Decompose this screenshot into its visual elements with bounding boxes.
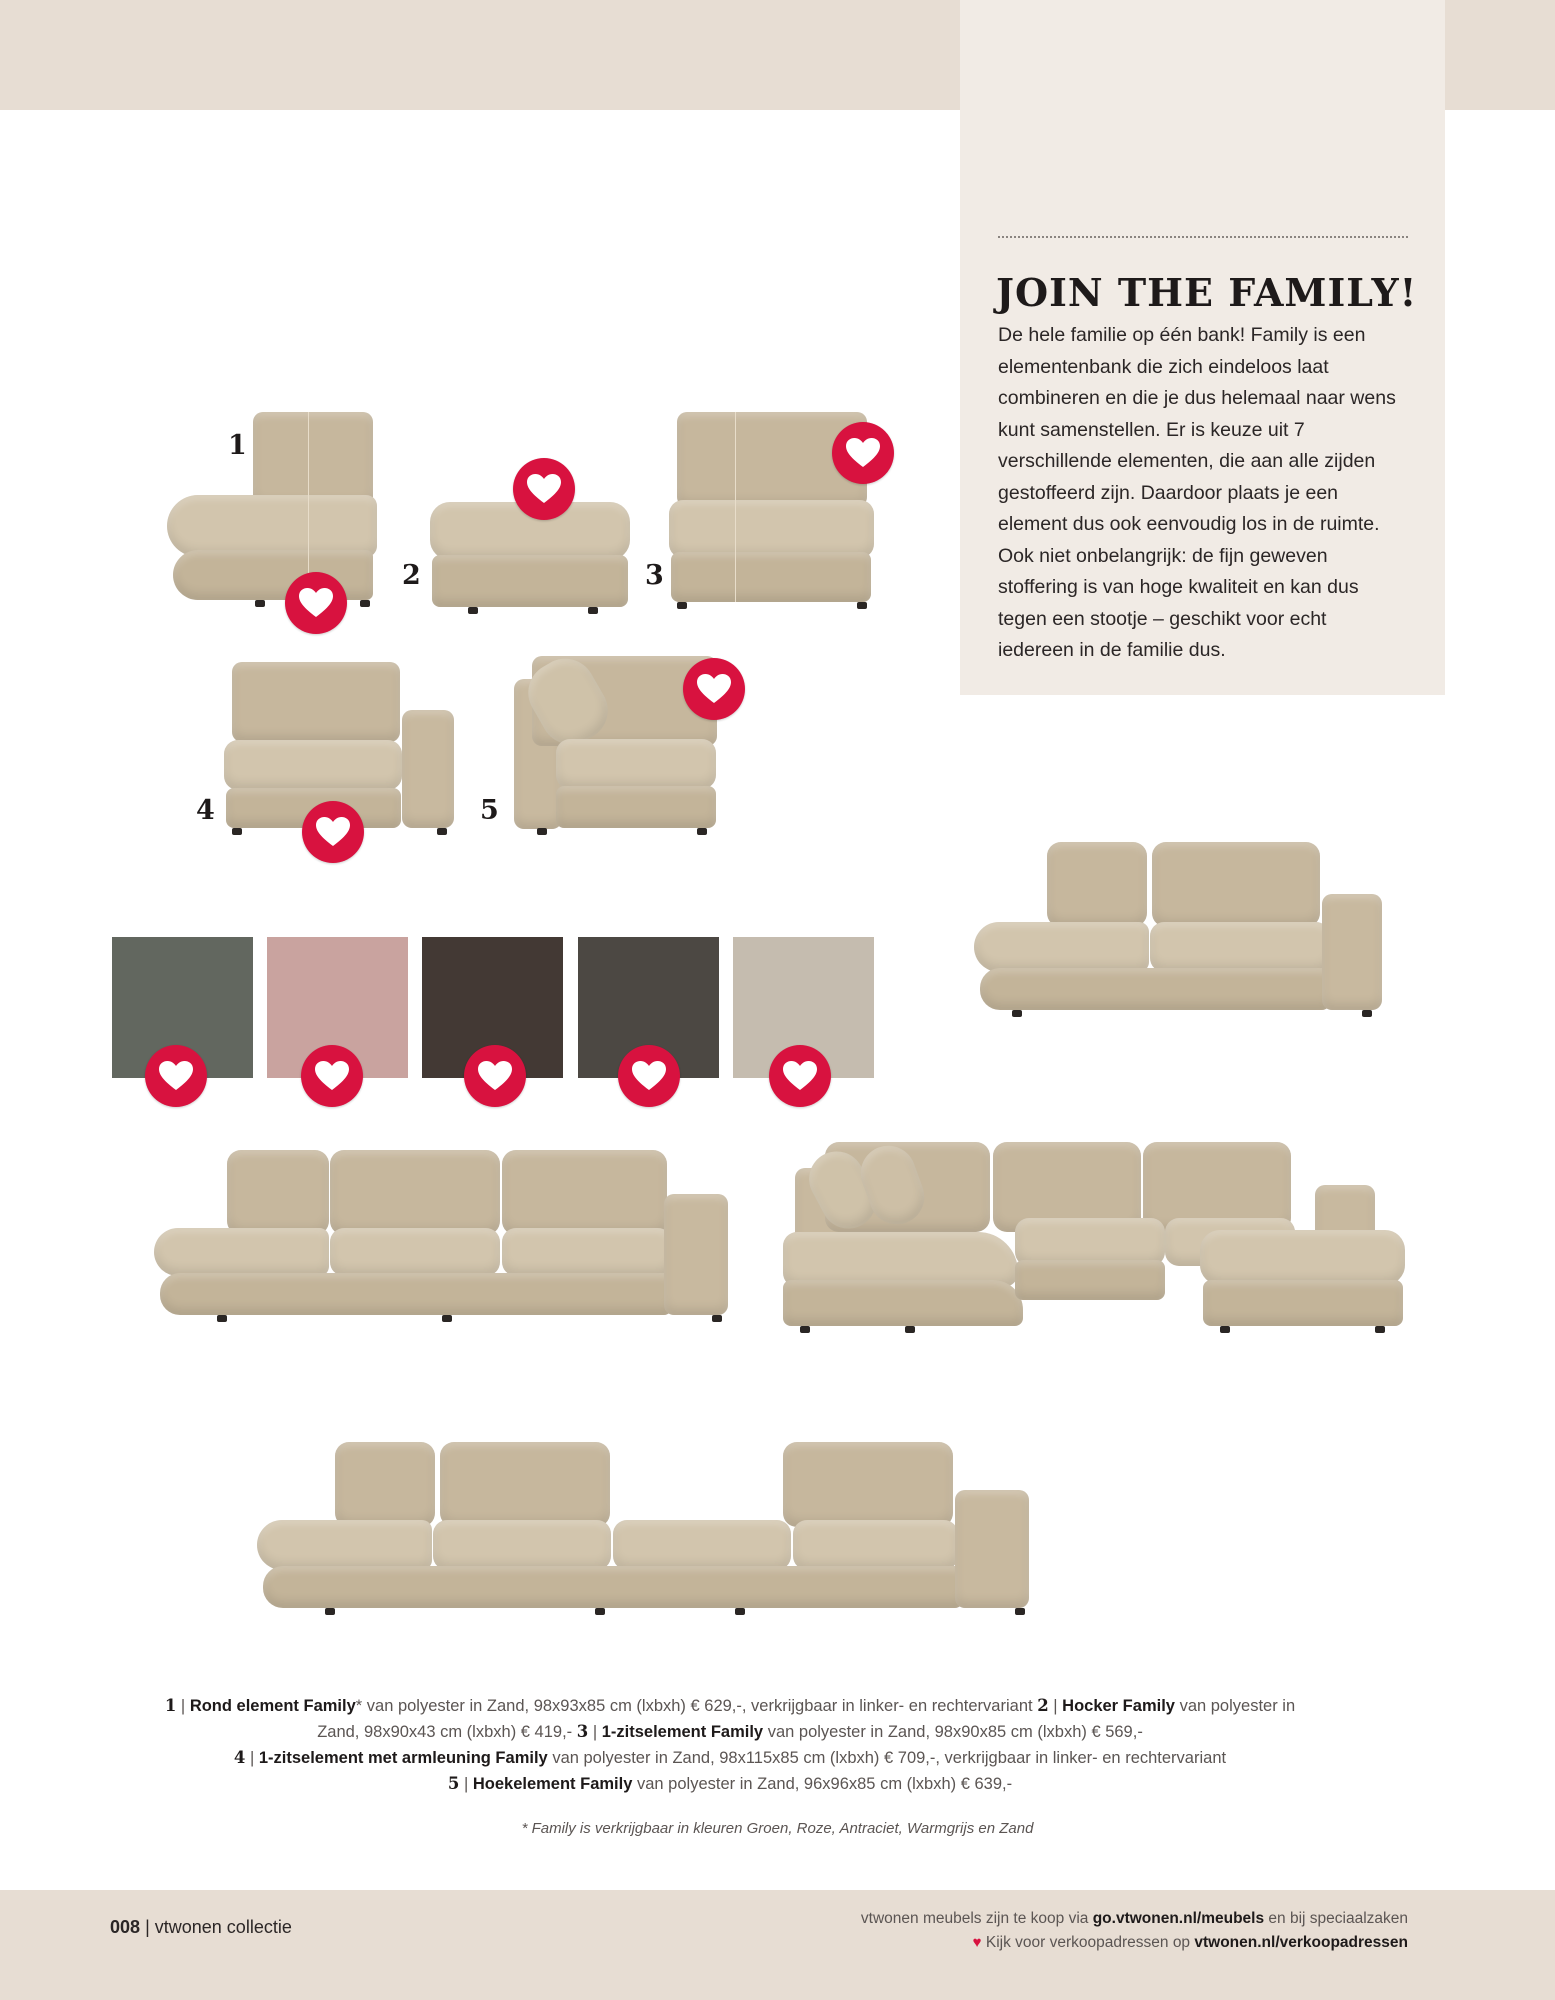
favorite-heart-icon[interactable] bbox=[302, 801, 364, 863]
page-number: 008 bbox=[110, 1917, 141, 1937]
favorite-heart-icon[interactable] bbox=[145, 1045, 207, 1107]
element-number-1: 1 bbox=[228, 430, 247, 461]
fabric-swatch-zand[interactable] bbox=[733, 937, 874, 1078]
page-footer bbox=[0, 1890, 1555, 2000]
caption-item-3-name: 1-zitselement Family bbox=[601, 1723, 764, 1741]
sofa-combination-small[interactable] bbox=[972, 840, 1384, 1020]
caption-item-2-text: van polyester in Zand, 98x90x43 cm (lxbxh) € 419,- bbox=[317, 1697, 1296, 1741]
caption-separator: | bbox=[463, 1775, 469, 1793]
fabric-swatch-groen[interactable] bbox=[112, 937, 253, 1078]
meubels-link[interactable]: go.vtwonen.nl/meubels bbox=[1092, 1910, 1265, 1927]
caption-item-4-name: 1-zitselement met armleuning Family bbox=[258, 1749, 548, 1767]
caption-separator: | bbox=[592, 1723, 598, 1741]
caption-number-4: 4 bbox=[233, 1748, 246, 1767]
footer-line1-pre: vtwonen meubels zijn te koop via bbox=[860, 1910, 1089, 1927]
fabric-swatch-warmgrijs[interactable] bbox=[578, 937, 719, 1078]
favorite-heart-icon[interactable] bbox=[285, 572, 347, 634]
colors-footnote: * Family is verkrijgbaar in kleuren Groen, Roze, Antraciet, Warmgrijs en Zand bbox=[521, 1820, 1034, 1837]
heart-icon: ♥ bbox=[972, 1934, 982, 1951]
caption-item-1-text: * van polyester in Zand, 98x93x85 cm (lxbxh) € 629,-, verkrijgbaar in linker- en rechtervariant bbox=[355, 1697, 1033, 1715]
caption-separator: | bbox=[180, 1697, 186, 1715]
footer-separator: | bbox=[145, 1917, 150, 1937]
sofa-combination-corner[interactable] bbox=[775, 1140, 1407, 1335]
fabric-swatch-roze[interactable] bbox=[267, 937, 408, 1078]
caption-number-3: 3 bbox=[576, 1722, 589, 1741]
dotted-divider bbox=[998, 236, 1408, 238]
product-rond-element[interactable] bbox=[165, 410, 380, 610]
footer-sales-info bbox=[861, 1907, 1408, 1955]
caption-number-1: 1 bbox=[164, 1696, 177, 1715]
favorite-heart-icon[interactable] bbox=[301, 1045, 363, 1107]
verkoopadressen-link[interactable]: vtwonen.nl/verkoopadressen bbox=[1194, 1934, 1408, 1951]
info-box bbox=[960, 110, 1445, 695]
caption-item-2-name: Hocker Family bbox=[1062, 1697, 1175, 1715]
favorite-heart-icon[interactable] bbox=[618, 1045, 680, 1107]
caption-item-5-text: van polyester in Zand, 96x96x85 cm (lxbxh) € 639,- bbox=[637, 1775, 1013, 1793]
caption-item-5-name: Hoekelement Family bbox=[472, 1775, 633, 1793]
caption-item-1-name: Rond element Family bbox=[189, 1697, 356, 1715]
favorite-heart-icon[interactable] bbox=[464, 1045, 526, 1107]
caption-number-2: 2 bbox=[1037, 1696, 1049, 1715]
favorite-heart-icon[interactable] bbox=[832, 422, 894, 484]
product-caption bbox=[160, 1693, 1300, 1797]
element-number-4: 4 bbox=[196, 795, 215, 826]
footer-line1-post: en bij speciaalzaken bbox=[1268, 1910, 1408, 1927]
favorite-heart-icon[interactable] bbox=[513, 458, 575, 520]
fabric-swatch-antraciet[interactable] bbox=[422, 937, 563, 1078]
favorite-heart-icon[interactable] bbox=[683, 658, 745, 720]
element-number-5: 5 bbox=[480, 795, 499, 826]
info-title: JOIN THE FAMILY! bbox=[996, 270, 1418, 315]
collection-name: vtwonen collectie bbox=[154, 1917, 292, 1937]
caption-separator: | bbox=[1053, 1697, 1058, 1715]
caption-item-4-text: van polyester in Zand, 98x115x85 cm (lxbxh) € 709,-, verkrijgbaar in linker- en rechtervariant bbox=[552, 1749, 1227, 1767]
footer-line2-pre: Kijk voor verkoopadressen op bbox=[985, 1934, 1191, 1951]
sofa-combination-three-seat[interactable] bbox=[152, 1148, 730, 1323]
element-number-3: 3 bbox=[645, 560, 664, 591]
favorite-heart-icon[interactable] bbox=[769, 1045, 831, 1107]
info-body: De hele familie op één bank! Family is een elementenbank die zich eindeloos laat combineren en die je dus helemaal naar wens kunt samenstellen. Er is keuze uit 7 verschillende elementen, die aan alle zijden gestoffeerd zijn. Daardoor plaats je een element dus ook eenvoudig los in de ruimte. Ook niet onbelangrijk: de fijn geweven stoffering is van hoge kwaliteit en kan dus tegen een stootje – geschikt voor echt iedereen in de familie dus. bbox=[998, 324, 1396, 661]
page-label bbox=[110, 1917, 292, 1938]
top-band-accent bbox=[960, 0, 1445, 110]
element-number-2: 2 bbox=[402, 560, 421, 591]
caption-separator: | bbox=[249, 1749, 255, 1767]
caption-item-3-text: van polyester in Zand, 98x90x85 cm (lxbxh) € 569,- bbox=[767, 1723, 1143, 1741]
caption-number-5: 5 bbox=[447, 1774, 460, 1793]
sofa-combination-long[interactable] bbox=[255, 1440, 1033, 1618]
